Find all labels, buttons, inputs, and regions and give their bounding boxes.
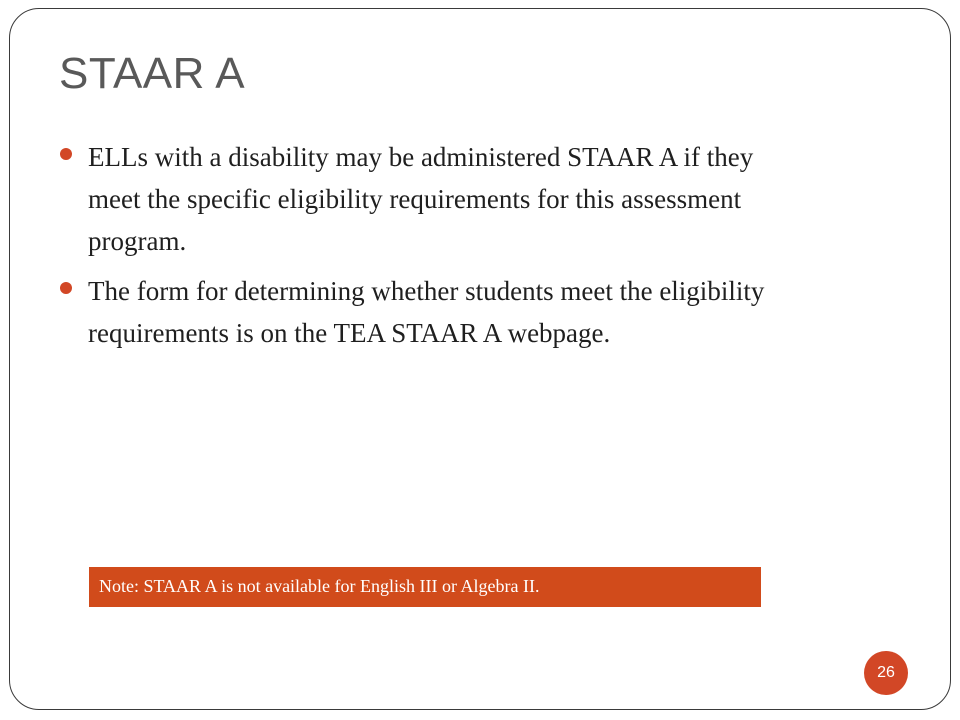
bullet-text: The form for determining whether students meet the eligibility requirements is on the TEA STAAR A webpage.: [88, 276, 765, 348]
list-item: [58, 270, 788, 354]
list-item: [58, 136, 788, 262]
bullet-text: ELLs with a disability may be administered STAAR A if they meet the specific eligibility requirements for this assessment program.: [88, 142, 754, 256]
page-number-badge: 26: [864, 651, 908, 695]
bullet-dot-icon: [60, 282, 72, 294]
slide-title: STAAR A: [59, 49, 246, 98]
note-banner: Note: STAAR A is not available for English III or Algebra II.: [89, 567, 761, 607]
bullet-list: [58, 136, 788, 362]
bullet-dot-icon: [60, 148, 72, 160]
